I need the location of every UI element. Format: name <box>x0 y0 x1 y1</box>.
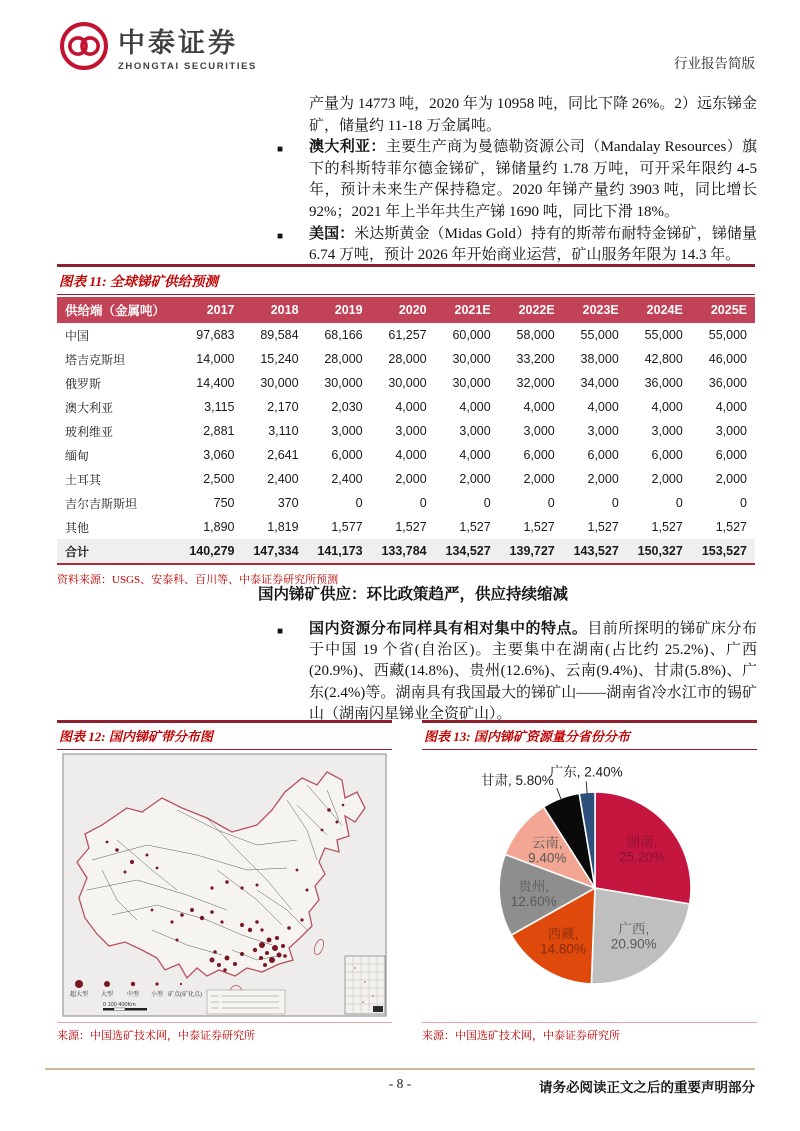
value-cell: 30,000 <box>324 376 363 390</box>
value-cell: 2,500 <box>203 472 235 486</box>
footer-disclaimer: 请务必阅读正文之后的重要声明部分 <box>539 1080 755 1095</box>
map-scale-label: 0 100 400Km <box>103 1002 136 1008</box>
bullet-usa <box>277 224 757 267</box>
pie-label-广东: 广东, 2.40% <box>549 764 623 780</box>
value-cell: 4,000 <box>459 400 491 414</box>
value-cell: 1,819 <box>267 520 299 534</box>
paragraph-text: 产量为 14773 吨，2020 年为 10958 吨，同比下降 26%。2）远东锑金矿，储量约 11-18 万金属吨。 <box>309 96 757 134</box>
value-cell: 55,000 <box>644 328 683 342</box>
value-cell: 4,000 <box>587 400 619 414</box>
value-cell: 36,000 <box>708 376 747 390</box>
pie-label-西藏: 西藏, 14.80% <box>540 926 586 957</box>
row-name-cell: 玻利维亚 <box>65 424 114 439</box>
value-cell: 14,400 <box>196 376 235 390</box>
south-china-sea-inset <box>345 956 385 1014</box>
value-cell: 3,110 <box>268 424 299 438</box>
value-cell: 4,000 <box>395 400 427 414</box>
table-total-row <box>57 539 755 564</box>
report-type-label: 行业报告简版 <box>674 56 755 71</box>
value-cell: 30,000 <box>388 376 427 390</box>
value-cell: 0 <box>483 496 491 510</box>
value-cell: 2,000 <box>395 472 427 486</box>
bullet-text: 目前所探明的锑矿床分布于中国 19 个省(自治区)。主要集中在湖南(占比约 25.2%)、广西(20.9%)、西藏(14.8%)、贵州(12.6%)、云南(9.4%)、甘肃(5.8%)、广东(2.4%)等。湖南具有我国最大的锑矿山——湖南省冷水江市的锡矿山（湖南闪星锑业全资矿山）。 <box>309 621 757 722</box>
column-header: 2019 <box>307 297 371 323</box>
value-cell: 3,000 <box>587 424 619 438</box>
value-cell: 0 <box>419 496 427 510</box>
legend-label-point: 矿点(矿化点) <box>168 992 202 998</box>
table-row <box>57 491 755 515</box>
value-cell: 0 <box>675 496 683 510</box>
table-row <box>57 395 755 419</box>
value-cell: 2,881 <box>203 424 235 438</box>
value-cell: 3,000 <box>715 424 747 438</box>
value-cell: 3,000 <box>395 424 427 438</box>
value-cell: 14,000 <box>196 352 235 366</box>
value-cell: 3,060 <box>203 448 235 462</box>
column-header: 2017 <box>178 297 242 323</box>
column-header: 2024E <box>627 297 691 323</box>
figure-11-source: 资料来源：USGS、安泰科、百川等、中泰证券研究所预测 <box>57 574 339 586</box>
table-row <box>57 467 755 491</box>
value-cell: 2,000 <box>651 472 683 486</box>
value-cell: 1,527 <box>587 520 619 534</box>
paragraph-continuation <box>277 94 757 137</box>
row-name-cell: 缅甸 <box>65 448 90 463</box>
figure-13-source: 来源：中国选矿技术网，中泰证券研究所 <box>422 1022 757 1043</box>
column-header: 2022E <box>499 297 563 323</box>
bullet-square-icon: ■ <box>277 626 284 637</box>
row-name-cell: 土耳其 <box>65 472 102 487</box>
value-cell: 4,000 <box>395 448 427 462</box>
pie-label-贵州: 贵州, 12.60% <box>510 878 557 909</box>
legend-label-super-large: 超大型 <box>69 992 89 998</box>
total-value-cell: 143,527 <box>563 539 627 564</box>
value-cell: 3,000 <box>651 424 683 438</box>
column-header: 2025E <box>691 297 755 323</box>
figure-12-title: 图表 12: 国内锑矿带分布图 <box>57 720 392 750</box>
value-cell: 2,000 <box>523 472 555 486</box>
value-cell: 2,000 <box>715 472 747 486</box>
value-cell: 89,584 <box>260 328 299 342</box>
pie-label-云南: 云南, 9.40% <box>528 835 567 866</box>
bullet-square-icon: ■ <box>277 144 284 156</box>
value-cell: 6,000 <box>715 448 747 462</box>
company-name-en: ZHONGTAI SECURITIES <box>118 60 257 72</box>
value-cell: 30,000 <box>452 376 491 390</box>
value-cell: 2,000 <box>459 472 491 486</box>
company-name-cn: 中泰证券 <box>118 27 238 58</box>
china-antimony-belt-map <box>57 750 392 1022</box>
value-cell: 42,800 <box>644 352 683 366</box>
value-cell: 97,683 <box>196 328 235 342</box>
section-bullet-block <box>277 619 757 725</box>
value-cell: 2,030 <box>331 400 363 414</box>
bullet-text: 主要生产商为曼德勒资源公司（Mandalay Resources）旗下的科斯特菲尔德金锑矿，锑储量约 1.78 万吨，可开采年限约 4-5 年，预计未来生产保持稳定。2020 年锑产量约 3903 吨，同比增长 92%；2021 年上半年共生产锑 1690 吨，同比下滑 18%。 <box>309 139 757 220</box>
total-value-cell: 133,784 <box>371 539 435 564</box>
value-cell: 32,000 <box>516 376 555 390</box>
value-cell: 2,400 <box>331 472 363 486</box>
column-header: 供给端（金属吨） <box>57 297 178 323</box>
value-cell: 15,240 <box>260 352 299 366</box>
intro-text-block <box>277 94 757 267</box>
row-name-cell: 塔吉克斯坦 <box>65 352 126 367</box>
value-cell: 34,000 <box>580 376 619 390</box>
figure-13-content <box>422 750 757 1022</box>
column-header: 2018 <box>243 297 307 323</box>
value-cell: 0 <box>355 496 363 510</box>
value-cell: 30,000 <box>452 352 491 366</box>
value-cell: 28,000 <box>324 352 363 366</box>
legend-label-small: 小型 <box>150 992 164 998</box>
value-cell: 2,641 <box>267 448 299 462</box>
row-name-cell: 其他 <box>65 520 90 535</box>
column-header: 2020 <box>371 297 435 323</box>
value-cell: 4,000 <box>715 400 747 414</box>
logo-text <box>118 21 257 72</box>
row-name-cell: 澳大利亚 <box>65 400 114 415</box>
legend-label-medium: 中型 <box>126 992 140 998</box>
table-row <box>57 443 755 467</box>
province-distribution-pie-chart <box>422 750 757 1022</box>
row-name-cell: 中国 <box>65 328 90 343</box>
value-cell: 68,166 <box>324 328 363 342</box>
bullet-text: 米达斯黄金（Midas Gold）持有的斯蒂布耐特金锑矿，锑储量 6.74 万吨，预计 2026 年开始商业运营，矿山服务年限为 14.3 年。 <box>309 225 757 264</box>
value-cell: 370 <box>277 496 299 510</box>
figure-11-title: 图表 11: 全球锑矿供给预测 <box>57 264 755 295</box>
value-cell: 0 <box>740 496 747 510</box>
figure-11-supply-forecast <box>57 264 755 587</box>
figure-12-map <box>57 720 392 1043</box>
value-cell: 0 <box>611 496 619 510</box>
bullet-lead: 澳大利亚： <box>309 139 386 156</box>
table-row <box>57 419 755 443</box>
value-cell: 2,170 <box>267 400 299 414</box>
legend-label-large: 大型 <box>100 992 114 998</box>
value-cell: 6,000 <box>331 448 363 462</box>
value-cell: 1,527 <box>459 520 491 534</box>
bullet-australia <box>277 137 757 223</box>
value-cell: 6,000 <box>523 448 555 462</box>
table-row <box>57 371 755 395</box>
figure-12-source: 来源：中国选矿技术网，中泰证券研究所 <box>57 1022 392 1043</box>
zhongtai-logo-icon <box>58 20 110 72</box>
value-cell: 38,000 <box>580 352 619 366</box>
pie-label-广西: 广西, 20.90% <box>610 921 657 952</box>
value-cell: 1,527 <box>715 520 747 534</box>
total-value-cell: 153,527 <box>691 539 755 564</box>
bullet-lead: 美国： <box>309 225 355 242</box>
value-cell: 1,890 <box>203 520 235 534</box>
pie-label-甘肃: 甘肃, 5.80% <box>481 773 554 789</box>
value-cell: 60,000 <box>452 328 491 342</box>
header-logo <box>58 20 257 72</box>
total-value-cell: 140,279 <box>178 539 242 564</box>
bullet-square-icon: ■ <box>277 230 284 242</box>
value-cell: 30,000 <box>260 376 299 390</box>
value-cell: 4,000 <box>651 400 683 414</box>
value-cell: 61,257 <box>388 328 427 342</box>
value-cell: 55,000 <box>708 328 747 342</box>
value-cell: 1,577 <box>331 520 363 534</box>
value-cell: 3,000 <box>331 424 363 438</box>
table-row <box>57 515 755 539</box>
column-header: 2021E <box>435 297 499 323</box>
value-cell: 28,000 <box>388 352 427 366</box>
figure-13-pie <box>422 720 757 1043</box>
value-cell: 2,000 <box>587 472 619 486</box>
figure-13-title: 图表 13: 国内锑矿资源量分省份分布 <box>422 720 757 750</box>
value-cell: 0 <box>547 496 555 510</box>
value-cell: 1,527 <box>651 520 683 534</box>
map-belt-legend-box <box>207 990 285 1014</box>
row-name-cell: 吉尔吉斯斯坦 <box>65 496 138 511</box>
total-value-cell: 134,527 <box>435 539 499 564</box>
value-cell: 1,527 <box>395 520 427 534</box>
value-cell: 58,000 <box>516 328 555 342</box>
value-cell: 2,400 <box>267 472 299 486</box>
total-value-cell: 147,334 <box>243 539 307 564</box>
value-cell: 6,000 <box>587 448 619 462</box>
value-cell: 750 <box>213 496 235 510</box>
supply-forecast-table <box>57 297 755 565</box>
table-row <box>57 347 755 371</box>
figure-12-content <box>57 750 392 1022</box>
value-cell: 3,000 <box>459 424 491 438</box>
value-cell: 4,000 <box>459 448 491 462</box>
value-cell: 1,527 <box>523 520 555 534</box>
pie-label-湖南: 湖南, 25.20% <box>619 834 665 865</box>
value-cell: 6,000 <box>651 448 683 462</box>
value-cell: 3,115 <box>204 400 235 414</box>
total-name-cell: 合计 <box>57 539 178 564</box>
value-cell: 4,000 <box>523 400 555 414</box>
value-cell: 46,000 <box>708 352 747 366</box>
total-value-cell: 150,327 <box>627 539 691 564</box>
footer-divider <box>45 1068 755 1070</box>
bullet-lead: 国内资源分布同样具有相对集中的特点。 <box>309 621 588 637</box>
row-name-cell: 俄罗斯 <box>65 376 102 391</box>
page-number: - 8 - <box>388 1076 412 1091</box>
value-cell: 33,200 <box>516 352 555 366</box>
value-cell: 3,000 <box>523 424 555 438</box>
total-value-cell: 141,173 <box>307 539 371 564</box>
bullet-domestic-distribution <box>277 619 757 725</box>
total-value-cell: 139,727 <box>499 539 563 564</box>
value-cell: 36,000 <box>644 376 683 390</box>
value-cell: 55,000 <box>580 328 619 342</box>
table-row <box>57 323 755 347</box>
section-heading: 国内锑矿供应：环比政策趋严，供应持续缩减 <box>258 586 569 603</box>
column-header: 2023E <box>563 297 627 323</box>
